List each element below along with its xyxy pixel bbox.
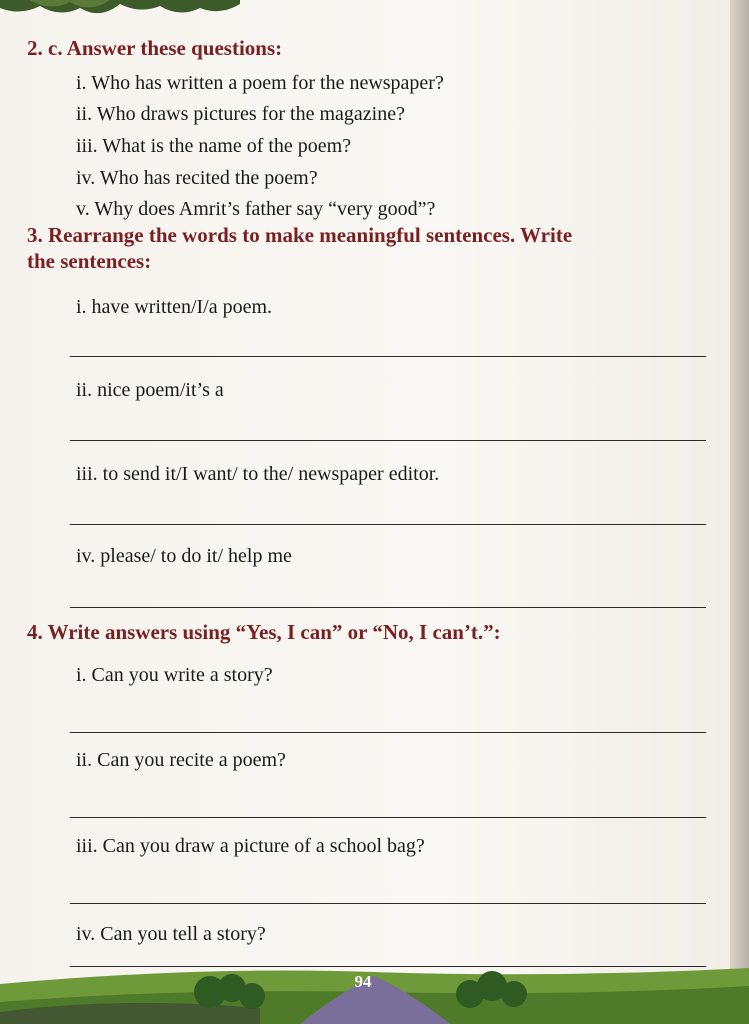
can-question-iv: iv. Can you tell a story? [76,923,266,945]
can-question-ii: ii. Can you recite a poem? [76,749,286,771]
question-2-v: v. Why does Amrit’s father say “very good”? [76,198,436,220]
rearrange-item-i: i. have written/I/a poem. [76,296,273,318]
section-4-heading: 4. Write answers using “Yes, I can” or “No, I can’t.”: [27,620,501,644]
answer-line[interactable] [70,440,706,441]
answer-line[interactable] [70,607,706,608]
answer-line[interactable] [70,903,706,904]
page-number: 94 [354,972,372,991]
section-2-heading: 2. c. Answer these questions: [27,36,283,60]
rearrange-item-ii: ii. nice poem/it’s a [76,379,224,401]
question-2-ii: ii. Who draws pictures for the magazine? [76,103,405,125]
rearrange-item-iv: iv. please/ to do it/ help me [76,545,292,567]
answer-line[interactable] [70,817,706,818]
top-foliage-decoration [0,0,240,22]
can-question-i: i. Can you write a story? [76,664,273,686]
answer-line[interactable] [70,524,706,525]
answer-line[interactable] [70,732,706,733]
question-2-iv: iv. Who has recited the poem? [76,167,318,189]
section-3-heading-line1: 3. Rearrange the words to make meaningful sentences. Write [27,223,573,247]
rearrange-item-iii: iii. to send it/I want/ to the/ newspaper editor. [76,463,440,485]
answer-line[interactable] [70,356,706,357]
question-2-i: i. Who has written a poem for the newspaper? [76,72,444,94]
can-question-iii: iii. Can you draw a picture of a school bag? [76,835,425,857]
question-2-iii: iii. What is the name of the poem? [76,135,352,157]
section-3-heading-line2: the sentences: [27,249,152,273]
page-binding-edge [730,0,749,1024]
